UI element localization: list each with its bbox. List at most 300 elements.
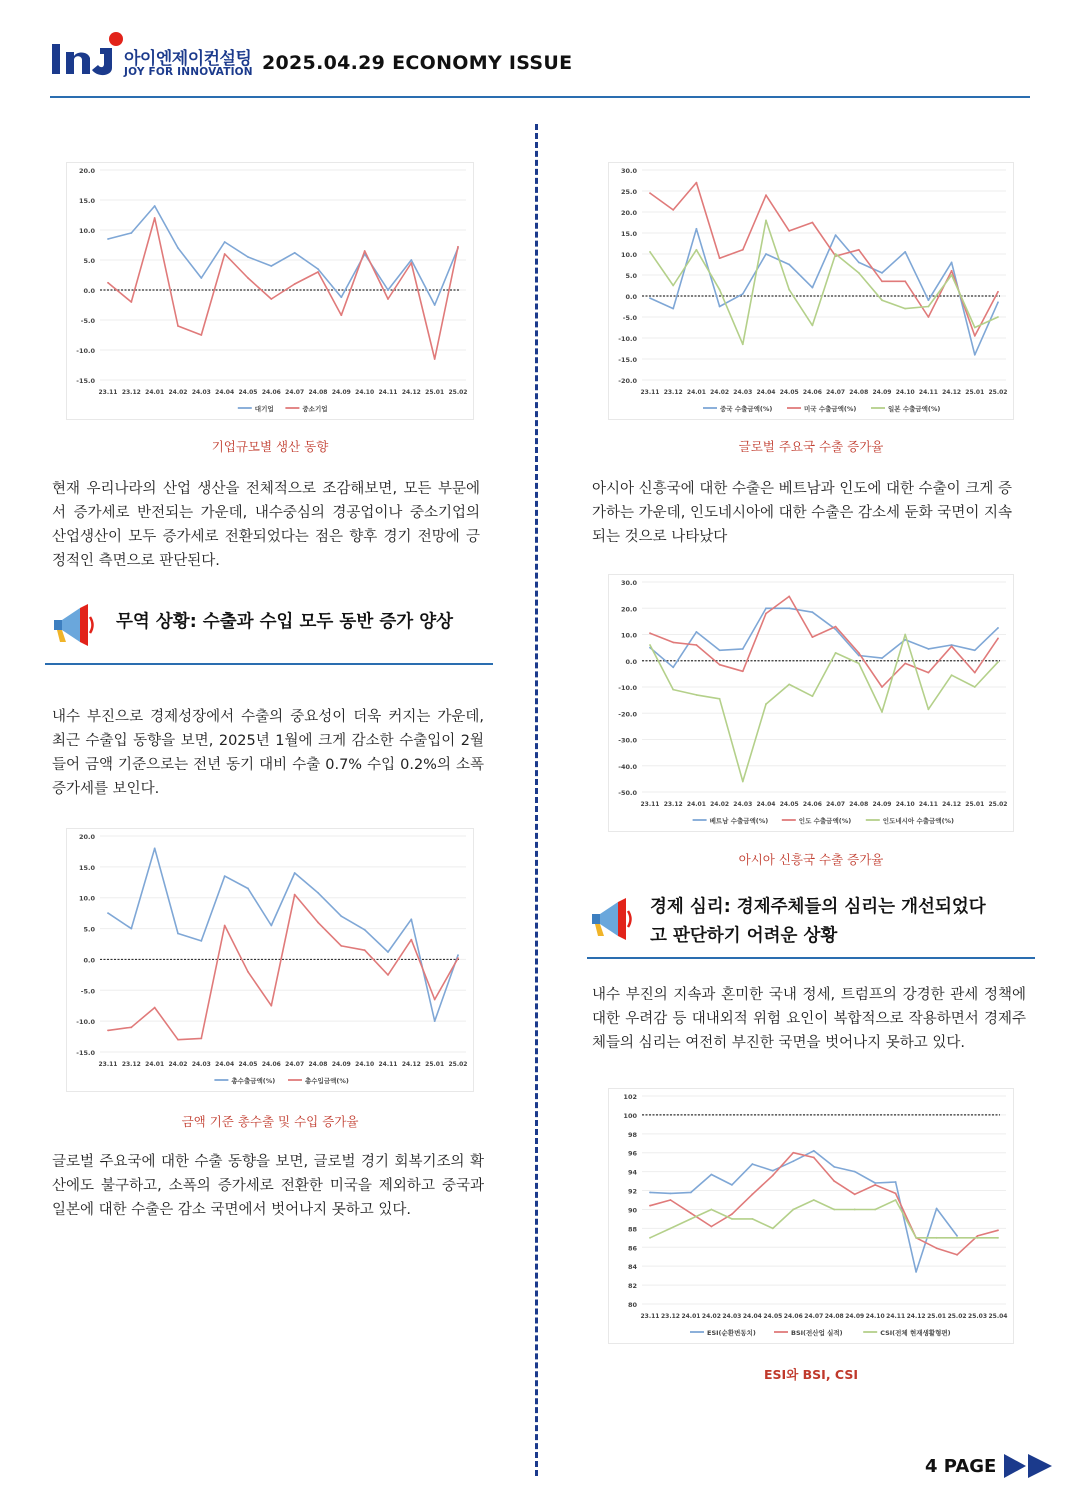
data-point-series-1 bbox=[270, 1005, 272, 1007]
data-point-series-2 bbox=[974, 686, 976, 688]
data-point-series-1 bbox=[751, 1193, 753, 1195]
data-point-series-2 bbox=[649, 251, 651, 253]
data-point-series-0 bbox=[690, 1192, 692, 1194]
data-point-series-2 bbox=[711, 1209, 713, 1211]
caption-esi-bsi-csi: ESI와 BSI, CSI bbox=[764, 1367, 858, 1382]
section-title-sentiment-line2: 고 판단하기 어려운 상황 bbox=[650, 926, 838, 946]
data-point-series-1 bbox=[224, 253, 226, 255]
data-point-series-2 bbox=[812, 695, 814, 697]
data-point-series-0 bbox=[997, 301, 999, 303]
data-point-series-0 bbox=[672, 308, 674, 310]
data-point-series-2 bbox=[895, 1199, 897, 1201]
data-point-series-2 bbox=[670, 1227, 672, 1229]
data-point-series-0 bbox=[649, 1192, 651, 1194]
data-point-series-0 bbox=[364, 929, 366, 931]
data-point-series-2 bbox=[742, 343, 744, 345]
paragraph-trade-overview: 내수 부진으로 경제성장에서 수출의 중요성이 더욱 커지는 가운데, 최근 수출입 동향을 보면, 2025년 1월에 크게 감소한 수출입이 2월 들어 금액 기준으로는 전년 동기 대비 수출 0.7% 수입 0.2%의 소폭 증가세를 보인다. bbox=[52, 709, 484, 797]
data-point-series-1 bbox=[881, 686, 883, 688]
series-line-1 bbox=[650, 1153, 998, 1255]
legend-label: ESI(순환변동치) bbox=[707, 1329, 756, 1337]
x-tick-label: 24.05 bbox=[779, 801, 799, 808]
data-point-series-1 bbox=[997, 1229, 999, 1231]
x-tick-label: 24.06 bbox=[802, 801, 822, 808]
caption-total-export-import: 금액 기준 총수출 및 수입 증가율 bbox=[181, 1114, 359, 1129]
data-point-series-0 bbox=[895, 1181, 897, 1183]
header-divider bbox=[50, 96, 1030, 98]
data-point-series-0 bbox=[765, 607, 767, 609]
x-tick-label: 24.09 bbox=[872, 389, 892, 396]
data-point-series-1 bbox=[833, 1180, 835, 1182]
chart-asia-emerging-exports bbox=[608, 574, 1014, 832]
y-tick-label: 5.0 bbox=[83, 257, 95, 265]
x-tick-label: 23.11 bbox=[640, 1313, 660, 1320]
data-point-series-2 bbox=[974, 327, 976, 329]
x-tick-label: 23.12 bbox=[663, 801, 683, 808]
data-point-series-0 bbox=[247, 256, 249, 258]
data-point-series-1 bbox=[340, 945, 342, 947]
data-point-series-2 bbox=[936, 1237, 938, 1239]
data-point-series-1 bbox=[696, 644, 698, 646]
chart-frame bbox=[67, 163, 474, 420]
data-point-series-2 bbox=[928, 708, 930, 710]
data-point-series-0 bbox=[200, 940, 202, 942]
data-point-series-1 bbox=[904, 280, 906, 282]
data-point-series-2 bbox=[835, 253, 837, 255]
data-point-series-1 bbox=[672, 209, 674, 211]
series-line-2 bbox=[650, 1200, 998, 1238]
data-point-series-1 bbox=[956, 1254, 958, 1256]
x-tick-label: 24.09 bbox=[872, 801, 892, 808]
data-point-series-2 bbox=[696, 694, 698, 696]
x-tick-label: 24.07 bbox=[285, 1061, 305, 1068]
x-tick-label: 24.11 bbox=[886, 1313, 906, 1320]
x-tick-label: 24.07 bbox=[826, 801, 846, 808]
company-logo-icon bbox=[50, 30, 126, 80]
x-tick-label: 25.04 bbox=[988, 1313, 1008, 1320]
data-point-series-2 bbox=[690, 1218, 692, 1220]
data-point-series-0 bbox=[788, 607, 790, 609]
data-point-series-2 bbox=[997, 661, 999, 663]
data-point-series-0 bbox=[670, 1192, 672, 1194]
y-tick-label: 100 bbox=[623, 1111, 637, 1120]
data-point-series-1 bbox=[997, 638, 999, 640]
data-point-series-0 bbox=[792, 1160, 794, 1162]
data-point-series-0 bbox=[672, 666, 674, 668]
data-point-series-1 bbox=[457, 246, 459, 248]
x-tick-label: 24.09 bbox=[845, 1313, 865, 1320]
data-point-series-0 bbox=[974, 649, 976, 651]
data-point-series-1 bbox=[742, 249, 744, 251]
data-point-series-1 bbox=[317, 922, 319, 924]
x-tick-label: 24.01 bbox=[681, 1313, 701, 1320]
data-point-series-0 bbox=[772, 1170, 774, 1172]
x-tick-label: 24.06 bbox=[783, 1313, 803, 1320]
data-point-series-1 bbox=[154, 1007, 156, 1009]
x-tick-label: 24.12 bbox=[401, 1061, 421, 1068]
data-point-series-2 bbox=[997, 316, 999, 318]
data-point-series-2 bbox=[874, 1209, 876, 1211]
y-tick-label: -20.0 bbox=[618, 377, 637, 385]
x-tick-label: 24.12 bbox=[906, 1313, 926, 1320]
y-tick-label: 96 bbox=[627, 1149, 637, 1158]
data-point-series-0 bbox=[881, 657, 883, 659]
data-point-series-1 bbox=[649, 192, 651, 194]
data-point-series-0 bbox=[812, 611, 814, 613]
x-tick-label: 25.02 bbox=[988, 801, 1008, 808]
data-point-series-0 bbox=[387, 951, 389, 953]
next-page-arrow-icon bbox=[1002, 1452, 1054, 1480]
legend-label: 중국 수출금액(%) bbox=[720, 405, 773, 413]
y-tick-label: 92 bbox=[627, 1187, 637, 1196]
data-point-series-2 bbox=[772, 1227, 774, 1229]
chart-production-by-firm-size bbox=[66, 162, 474, 420]
y-tick-label: 0.0 bbox=[625, 293, 637, 301]
data-point-series-1 bbox=[788, 596, 790, 598]
data-point-series-0 bbox=[719, 306, 721, 308]
data-point-series-0 bbox=[742, 293, 744, 295]
x-tick-label: 24.11 bbox=[378, 1061, 398, 1068]
data-point-series-0 bbox=[731, 1184, 733, 1186]
x-tick-label: 25.01 bbox=[425, 389, 445, 396]
data-point-series-1 bbox=[895, 1192, 897, 1194]
x-tick-label: 24.10 bbox=[895, 389, 915, 396]
data-point-series-0 bbox=[936, 1208, 938, 1210]
data-point-series-0 bbox=[711, 1174, 713, 1176]
y-tick-label: 15.0 bbox=[78, 863, 95, 872]
data-point-series-0 bbox=[813, 1150, 815, 1152]
data-point-series-2 bbox=[742, 781, 744, 783]
megaphone-icon bbox=[46, 600, 98, 652]
data-point-series-1 bbox=[294, 283, 296, 285]
data-point-series-0 bbox=[340, 296, 342, 298]
data-point-series-0 bbox=[974, 354, 976, 356]
y-tick-label: 5.0 bbox=[83, 925, 95, 934]
data-point-series-1 bbox=[177, 325, 179, 327]
logo-korean-text: 아이엔제이컨설팅 bbox=[124, 49, 252, 69]
data-point-series-1 bbox=[672, 641, 674, 643]
x-tick-label: 24.09 bbox=[331, 389, 351, 396]
data-point-series-2 bbox=[751, 1218, 753, 1220]
legend-label: 중소기업 bbox=[302, 405, 328, 413]
x-tick-label: 25.01 bbox=[425, 1061, 445, 1068]
paragraph-economic-sentiment: 내수 부진의 지속과 혼미한 국내 정세, 트럼프의 강경한 관세 정책에 대한 우려감 등 대내외적 위험 요인이 복합적으로 작용하면서 경제주체들의 심리는 여전히 부진한 국면을 벗어나지 못하고 있다. bbox=[592, 987, 1026, 1051]
data-point-series-1 bbox=[858, 652, 860, 654]
data-point-series-1 bbox=[690, 1212, 692, 1214]
chart-total-export-import bbox=[66, 828, 474, 1092]
x-tick-label: 24.05 bbox=[763, 1313, 783, 1320]
data-point-series-1 bbox=[742, 670, 744, 672]
data-point-series-0 bbox=[154, 205, 156, 207]
data-point-series-1 bbox=[224, 925, 226, 927]
legend-label: 인도 수출금액(%) bbox=[798, 817, 852, 825]
y-tick-label: 5.0 bbox=[625, 272, 637, 280]
y-tick-label: -5.0 bbox=[80, 987, 95, 996]
data-point-series-1 bbox=[107, 282, 109, 284]
paragraph-global-exports: 글로벌 주요국에 대한 수출 동향을 보면, 글로벌 경기 회복기조의 확산에도 불구하고, 소폭의 증가세로 전환한 미국을 제외하고 중국과 일본에 대한 수출은 감소 국면에서 벗어나지 못하고 있다. bbox=[52, 1154, 484, 1218]
data-point-series-1 bbox=[200, 334, 202, 336]
x-tick-label: 24.03 bbox=[191, 1061, 211, 1068]
data-point-series-1 bbox=[410, 939, 412, 941]
data-point-series-2 bbox=[904, 308, 906, 310]
data-point-series-1 bbox=[649, 632, 651, 634]
x-tick-label: 24.08 bbox=[308, 389, 328, 396]
data-point-series-2 bbox=[696, 249, 698, 251]
x-tick-label: 24.08 bbox=[308, 1061, 328, 1068]
y-tick-label: 30.0 bbox=[620, 579, 637, 587]
data-point-series-0 bbox=[997, 627, 999, 629]
data-point-series-1 bbox=[812, 636, 814, 638]
data-point-series-0 bbox=[434, 1020, 436, 1022]
data-point-series-2 bbox=[812, 325, 814, 327]
y-tick-label: 20.0 bbox=[78, 167, 95, 175]
x-tick-label: 24.06 bbox=[261, 1061, 281, 1068]
data-point-series-1 bbox=[936, 1247, 938, 1249]
data-point-series-0 bbox=[224, 875, 226, 877]
x-tick-label: 24.08 bbox=[849, 389, 869, 396]
data-point-series-0 bbox=[224, 241, 226, 243]
data-point-series-1 bbox=[711, 1226, 713, 1228]
data-point-series-0 bbox=[788, 264, 790, 266]
data-point-series-1 bbox=[719, 257, 721, 259]
data-point-series-0 bbox=[294, 872, 296, 874]
data-point-series-2 bbox=[649, 644, 651, 646]
x-tick-label: 25.02 bbox=[448, 1061, 468, 1068]
data-point-series-1 bbox=[154, 217, 156, 219]
x-tick-label: 25.02 bbox=[448, 389, 468, 396]
data-point-series-1 bbox=[997, 291, 999, 293]
data-point-series-2 bbox=[915, 1237, 917, 1239]
data-point-series-1 bbox=[107, 1030, 109, 1032]
y-tick-label: 30.0 bbox=[620, 167, 637, 175]
data-point-series-1 bbox=[364, 250, 366, 252]
data-point-series-1 bbox=[294, 894, 296, 896]
y-tick-label: -50.0 bbox=[618, 789, 637, 797]
data-point-series-1 bbox=[812, 222, 814, 224]
y-tick-label: -10.0 bbox=[76, 347, 95, 355]
legend-label: CSI(전체 현재생활형편) bbox=[880, 1329, 951, 1337]
data-point-series-0 bbox=[649, 297, 651, 299]
y-tick-label: 10.0 bbox=[620, 631, 637, 640]
data-point-series-0 bbox=[719, 649, 721, 651]
y-tick-label: -5.0 bbox=[80, 317, 95, 325]
data-point-series-1 bbox=[200, 1038, 202, 1040]
x-tick-label: 24.10 bbox=[355, 1061, 375, 1068]
page-number: 4 PAGE bbox=[925, 1456, 997, 1477]
x-tick-label: 24.11 bbox=[918, 801, 938, 808]
x-tick-label: 24.07 bbox=[285, 389, 305, 396]
legend-label: 총수출금액(%) bbox=[231, 1077, 276, 1085]
y-tick-label: 20.0 bbox=[620, 605, 637, 614]
data-point-series-0 bbox=[915, 1271, 917, 1273]
data-point-series-0 bbox=[410, 259, 412, 261]
x-tick-label: 23.11 bbox=[640, 389, 660, 396]
data-point-series-0 bbox=[177, 247, 179, 249]
data-point-series-0 bbox=[457, 954, 459, 956]
logo-english-text: JOY FOR INNOVATION bbox=[124, 66, 253, 78]
column-divider bbox=[535, 124, 538, 1476]
series-line-2 bbox=[650, 635, 998, 782]
y-tick-label: -10.0 bbox=[618, 335, 637, 343]
data-point-series-1 bbox=[670, 1199, 672, 1201]
data-point-series-0 bbox=[904, 251, 906, 253]
x-tick-label: 24.08 bbox=[824, 1313, 844, 1320]
data-point-series-1 bbox=[974, 335, 976, 337]
data-point-series-1 bbox=[364, 949, 366, 951]
data-point-series-2 bbox=[858, 272, 860, 274]
y-tick-label: 20.0 bbox=[620, 209, 637, 217]
y-tick-label: 94 bbox=[627, 1168, 637, 1177]
y-tick-label: -20.0 bbox=[618, 710, 637, 719]
data-point-series-1 bbox=[854, 1193, 856, 1195]
x-tick-label: 24.04 bbox=[215, 1061, 235, 1068]
data-point-series-0 bbox=[270, 925, 272, 927]
data-point-series-1 bbox=[434, 999, 436, 1001]
x-tick-label: 24.05 bbox=[779, 389, 799, 396]
data-point-series-2 bbox=[951, 274, 953, 276]
data-point-series-0 bbox=[956, 1235, 958, 1237]
data-point-series-0 bbox=[410, 918, 412, 920]
data-point-series-1 bbox=[177, 1039, 179, 1041]
data-point-series-1 bbox=[247, 277, 249, 279]
data-point-series-0 bbox=[765, 253, 767, 255]
y-tick-label: 90 bbox=[627, 1206, 637, 1215]
data-point-series-1 bbox=[317, 271, 319, 273]
data-point-series-1 bbox=[696, 182, 698, 184]
data-point-series-2 bbox=[881, 299, 883, 301]
data-point-series-1 bbox=[719, 664, 721, 666]
data-point-series-0 bbox=[177, 933, 179, 935]
series-line-0 bbox=[650, 608, 998, 667]
x-tick-label: 24.02 bbox=[168, 389, 188, 396]
y-tick-label: 10.0 bbox=[78, 227, 95, 235]
x-tick-label: 24.04 bbox=[215, 389, 235, 396]
x-tick-label: 24.03 bbox=[733, 801, 753, 808]
data-point-series-2 bbox=[835, 652, 837, 654]
section-title-sentiment-line1: 경제 심리: 경제주체들의 심리는 개선되었다 bbox=[650, 897, 986, 917]
data-point-series-1 bbox=[951, 270, 953, 272]
y-tick-label: -15.0 bbox=[76, 1049, 95, 1057]
data-point-series-0 bbox=[130, 928, 132, 930]
caption-global-major-exports: 글로벌 주요국 수출 증가율 bbox=[738, 439, 884, 454]
x-tick-label: 25.01 bbox=[927, 1313, 947, 1320]
data-point-series-1 bbox=[813, 1157, 815, 1159]
y-tick-label: 15.0 bbox=[620, 230, 637, 238]
y-tick-label: -5.0 bbox=[622, 314, 637, 322]
x-tick-label: 24.02 bbox=[168, 1061, 188, 1068]
data-point-series-2 bbox=[977, 1237, 979, 1239]
data-point-series-1 bbox=[130, 301, 132, 303]
data-point-series-1 bbox=[434, 358, 436, 360]
x-tick-label: 24.02 bbox=[710, 801, 730, 808]
x-tick-label: 24.11 bbox=[918, 389, 938, 396]
y-tick-label: 102 bbox=[623, 1093, 637, 1101]
series-line-1 bbox=[108, 895, 458, 1040]
y-tick-label: 15.0 bbox=[78, 197, 95, 205]
data-point-series-1 bbox=[765, 613, 767, 615]
y-tick-label: 10.0 bbox=[620, 251, 637, 259]
data-point-series-1 bbox=[951, 645, 953, 647]
data-point-series-0 bbox=[696, 228, 698, 230]
data-point-series-2 bbox=[997, 1237, 999, 1239]
x-tick-label: 24.12 bbox=[942, 801, 962, 808]
y-tick-label: 0.0 bbox=[625, 657, 637, 666]
chart-global-major-exports bbox=[608, 162, 1014, 420]
x-tick-label: 23.12 bbox=[121, 1061, 141, 1068]
data-point-series-0 bbox=[751, 1163, 753, 1165]
data-point-series-1 bbox=[881, 280, 883, 282]
x-tick-label: 24.12 bbox=[401, 389, 421, 396]
x-tick-label: 24.04 bbox=[756, 801, 776, 808]
data-point-series-1 bbox=[340, 314, 342, 316]
legend-label: 대기업 bbox=[254, 405, 274, 413]
data-point-series-1 bbox=[649, 1205, 651, 1207]
data-point-series-1 bbox=[792, 1152, 794, 1154]
series-line-0 bbox=[650, 1151, 957, 1272]
data-point-series-1 bbox=[904, 662, 906, 664]
x-tick-label: 25.02 bbox=[947, 1313, 967, 1320]
legend-label: 일본 수출금액(%) bbox=[888, 405, 941, 413]
x-tick-label: 24.04 bbox=[756, 389, 776, 396]
y-tick-label: 86 bbox=[627, 1244, 637, 1253]
data-point-series-0 bbox=[742, 648, 744, 650]
data-point-series-0 bbox=[107, 238, 109, 240]
chart-frame bbox=[609, 575, 1014, 832]
data-point-series-0 bbox=[340, 915, 342, 917]
data-point-series-0 bbox=[317, 268, 319, 270]
data-point-series-0 bbox=[928, 299, 930, 301]
data-point-series-1 bbox=[772, 1175, 774, 1177]
data-point-series-0 bbox=[858, 262, 860, 264]
data-point-series-2 bbox=[649, 1237, 651, 1239]
section-rule-trade bbox=[45, 663, 493, 665]
x-tick-label: 24.05 bbox=[238, 389, 258, 396]
x-tick-label: 23.11 bbox=[98, 1061, 118, 1068]
y-tick-label: 98 bbox=[627, 1130, 637, 1139]
x-tick-label: 24.10 bbox=[865, 1313, 885, 1320]
y-tick-label: -15.0 bbox=[76, 377, 95, 385]
data-point-series-2 bbox=[854, 1209, 856, 1211]
x-tick-label: 24.03 bbox=[191, 389, 211, 396]
data-point-series-1 bbox=[765, 194, 767, 196]
data-point-series-0 bbox=[387, 289, 389, 291]
data-point-series-1 bbox=[457, 957, 459, 959]
data-point-series-1 bbox=[974, 672, 976, 674]
caption-production-by-firm-size: 기업규모별 생산 동향 bbox=[211, 439, 329, 454]
x-tick-label: 24.06 bbox=[261, 389, 281, 396]
data-point-series-2 bbox=[792, 1209, 794, 1211]
x-tick-label: 24.10 bbox=[895, 801, 915, 808]
y-tick-label: -40.0 bbox=[618, 762, 637, 771]
data-point-series-1 bbox=[387, 974, 389, 976]
x-tick-label: 25.01 bbox=[965, 801, 985, 808]
y-tick-label: 84 bbox=[627, 1263, 637, 1272]
y-tick-label: 80 bbox=[627, 1301, 637, 1309]
data-point-series-1 bbox=[835, 626, 837, 628]
y-tick-label: -30.0 bbox=[618, 736, 637, 745]
data-point-series-2 bbox=[672, 285, 674, 287]
y-tick-label: -15.0 bbox=[618, 356, 637, 364]
legend-label: 미국 수출금액(%) bbox=[804, 405, 857, 413]
data-point-series-2 bbox=[858, 662, 860, 664]
caption-asia-emerging-exports: 아시아 신흥국 수출 증가율 bbox=[738, 852, 884, 867]
data-point-series-1 bbox=[410, 262, 412, 264]
data-point-series-0 bbox=[247, 888, 249, 890]
x-tick-label: 23.12 bbox=[121, 389, 141, 396]
legend-label: 인도네시아 수출금액(%) bbox=[882, 817, 955, 825]
chart-frame bbox=[609, 163, 1014, 420]
chart-frame bbox=[609, 1089, 1014, 1344]
legend-label: 베트남 수출금액(%) bbox=[709, 817, 769, 825]
